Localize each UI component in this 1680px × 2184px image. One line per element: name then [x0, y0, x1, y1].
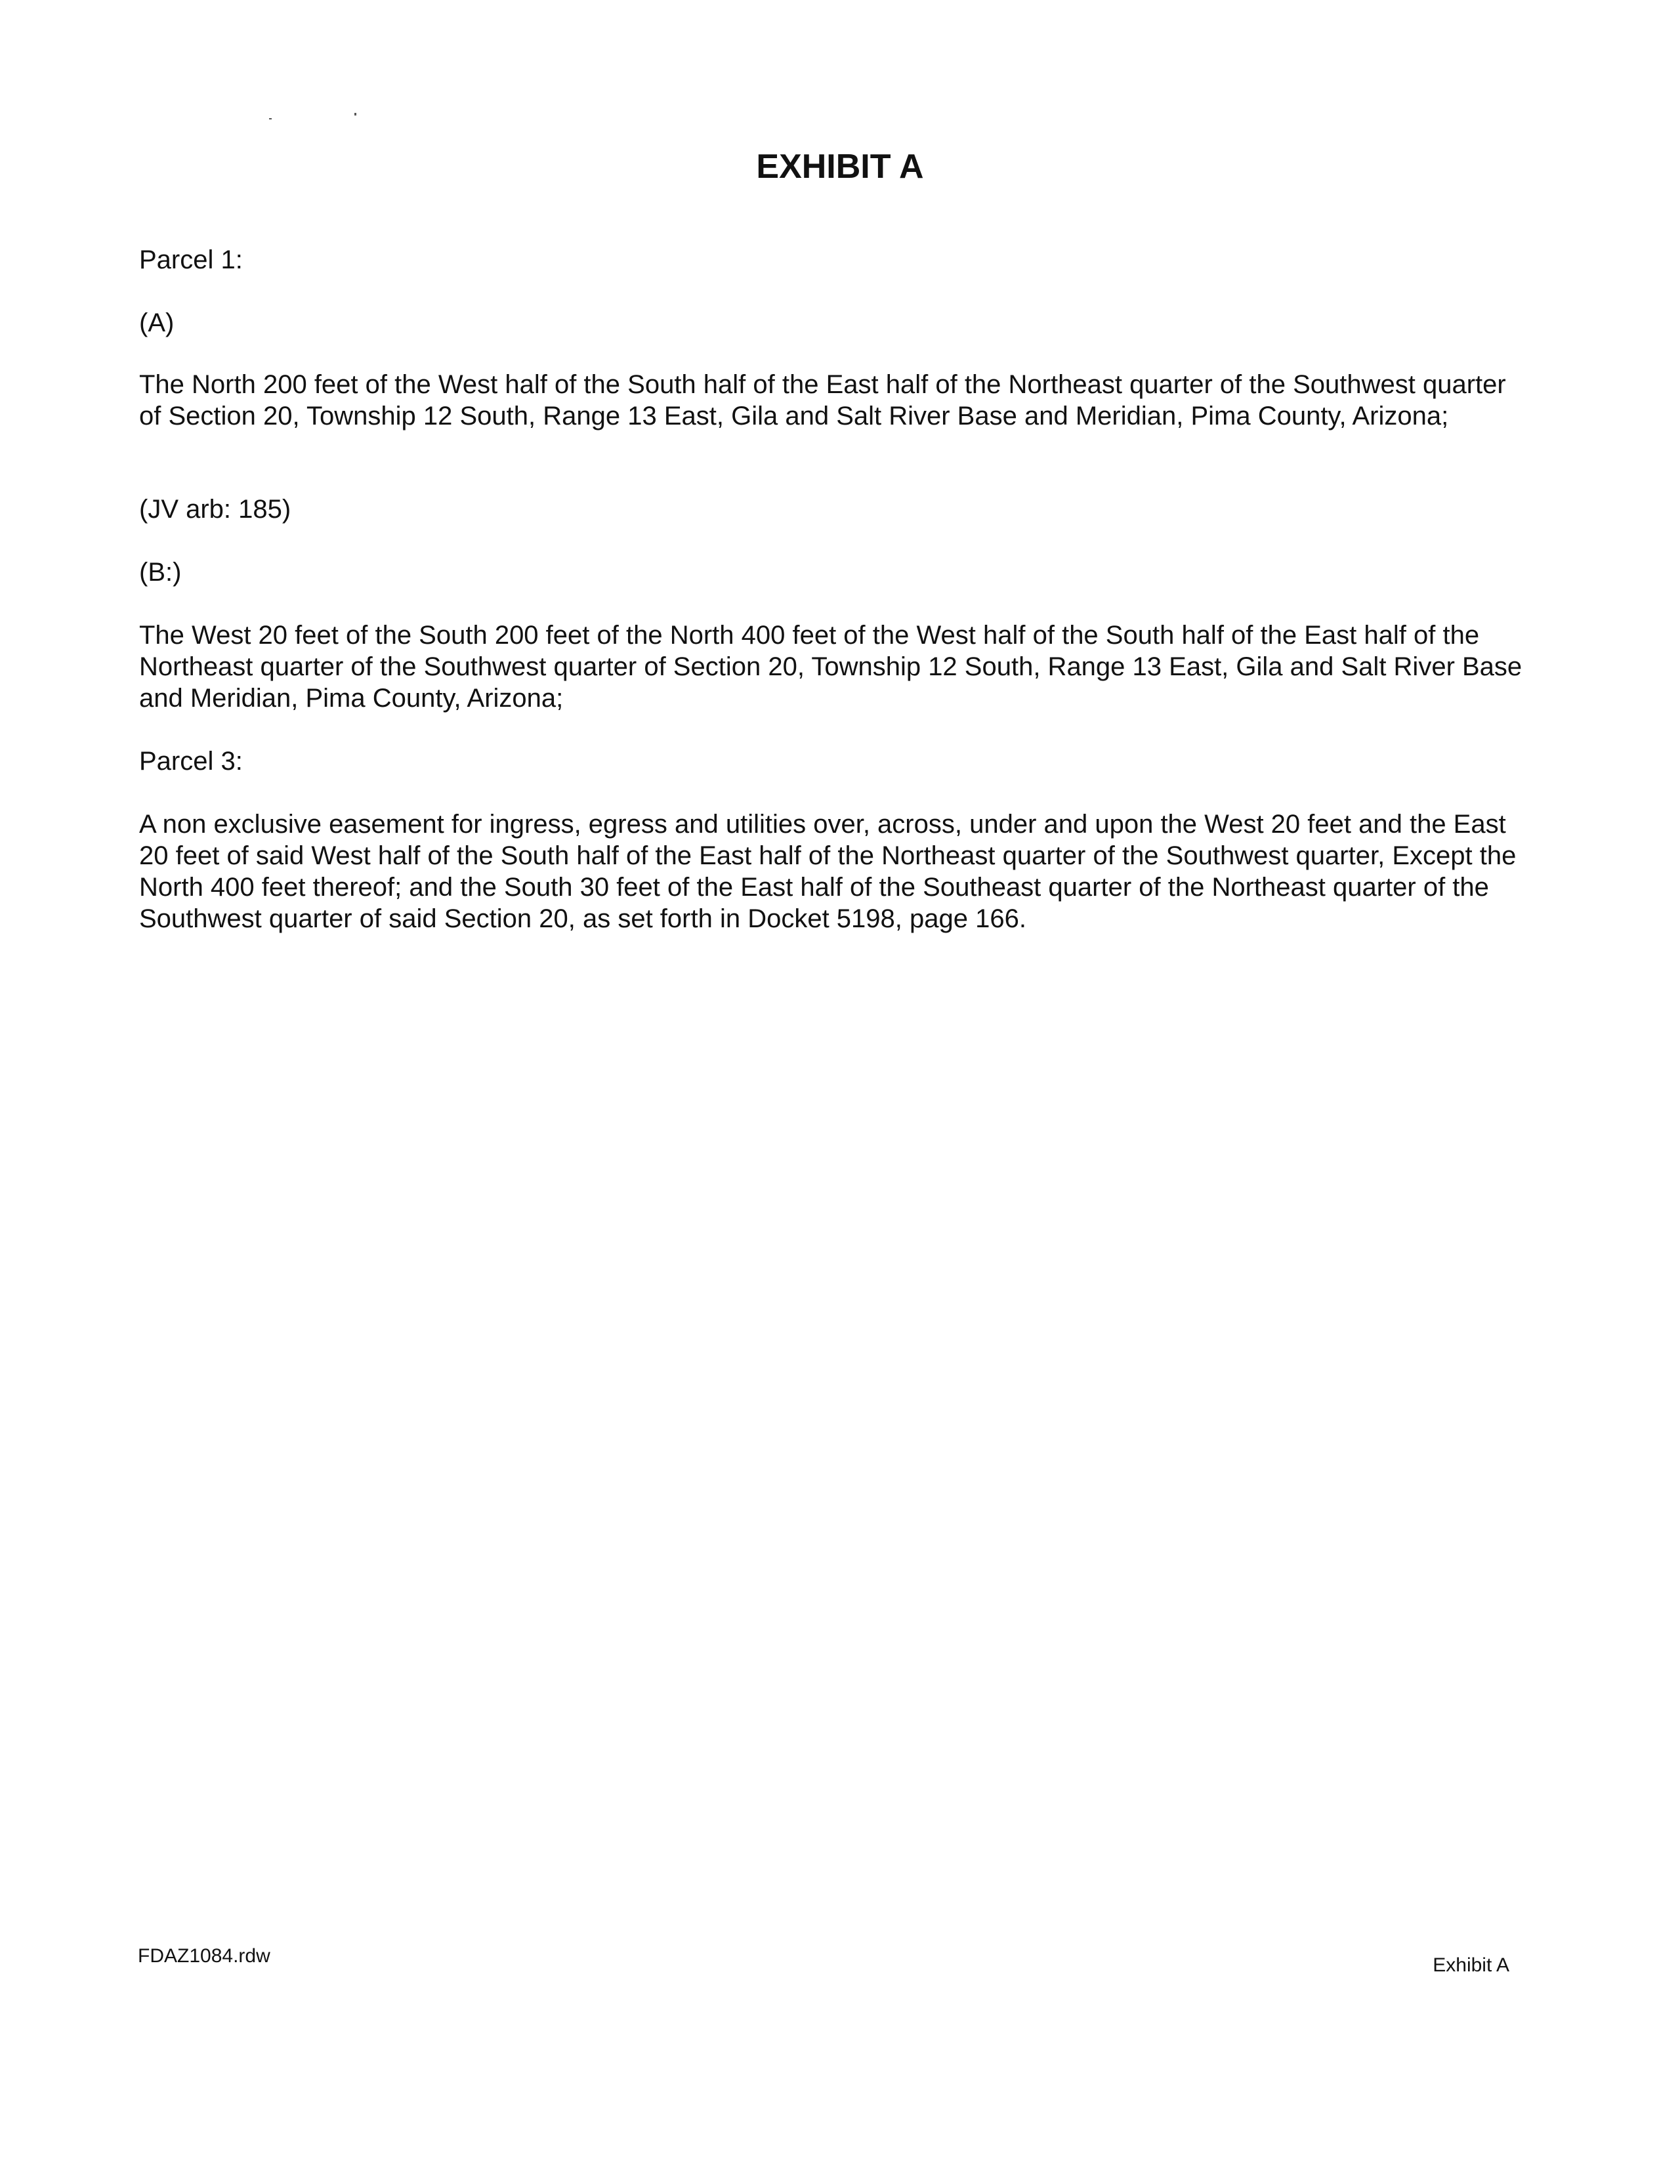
parcel-1-heading: Parcel 1:: [139, 245, 243, 274]
footer-file-name: FDAZ1084.rdw: [138, 1945, 270, 1967]
parcel-3-description: A non exclusive easement for ingress, egress and utilities over, across, under and upon the West 20 feet and the East 20 feet of said West half of the South half of the East half of the Northeast quarter of the Southwest quarter, Except the North 400 feet thereof; and the South 30 feet of the East half of the Southeast quarter of the Northeast quarter of the Southwest quarter of said Section 20, as set forth in Docket 5198, page 166.: [139, 810, 1517, 933]
section-b-description: The West 20 feet of the South 200 feet of the North 400 feet of the West half of the South half of the East half of the Northeast quarter of the Southwest quarter of Section 20, Township 12 South, Range 13 East, Gila and Salt River Base and Meridian, Pima County, Arizona;: [139, 621, 1522, 713]
footer-exhibit-label: Exhibit A: [1433, 1954, 1509, 1976]
section-a-description: The North 200 feet of the West half of the South half of the East half of the Northeast quarter of the Southwest quarter of Section 20, Township 12 South, Range 13 East, Gila and Salt River Base and Meridian, Pima County, Arizona;: [139, 370, 1506, 430]
section-b-label: (B:): [139, 558, 182, 587]
section-a-label: (A): [139, 308, 175, 337]
page-title: EXHIBIT A: [756, 148, 924, 186]
jv-arb-note: (JV arb: 185): [139, 495, 291, 524]
scan-speck: [354, 113, 356, 116]
scan-speck: [269, 118, 272, 119]
parcel-3-heading: Parcel 3:: [139, 747, 243, 776]
